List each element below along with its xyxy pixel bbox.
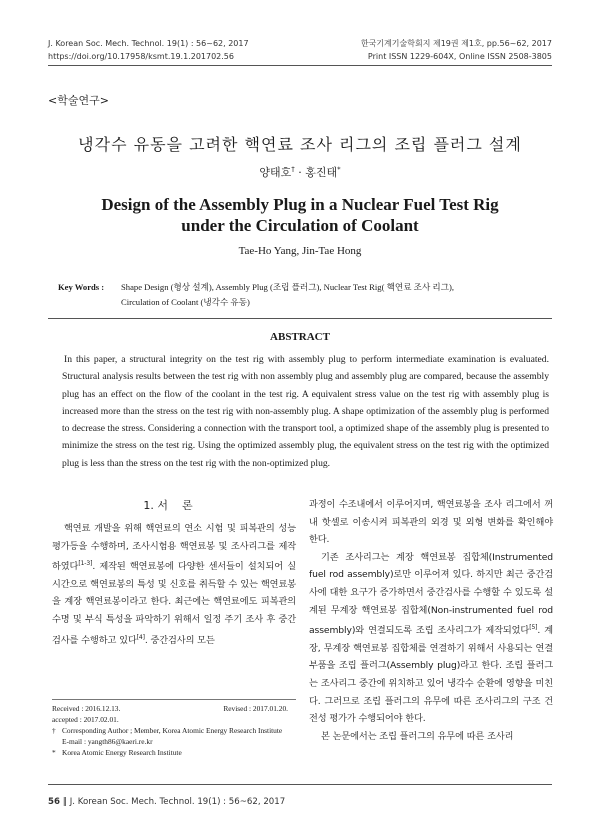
revised-date: Revised : 2017.01.20. bbox=[223, 704, 288, 713]
corresponding-mark: † bbox=[52, 726, 56, 735]
authors-korean bbox=[0, 164, 600, 180]
section-heading: 1. 서 론 bbox=[143, 499, 193, 512]
author-separator: · bbox=[294, 166, 306, 179]
keywords-label: Key Words : bbox=[58, 282, 105, 292]
page-footer bbox=[48, 797, 285, 807]
title-english-line-2: under the Circulation of Coolant bbox=[181, 216, 419, 235]
keywords-line-1: Shape Design (형상 설계), Assembly Plug (조립 플러그), Nuclear Test Rig( 핵연료 조사 리그), bbox=[121, 282, 455, 292]
received-date: Received : 2016.12.13. bbox=[52, 704, 121, 713]
accepted-date: accepted : 2017.02.01. bbox=[52, 715, 119, 724]
right-column-text bbox=[309, 496, 553, 745]
title-korean: 냉각수 유동을 고려한 핵연료 조사 리그의 조립 플러그 설계 bbox=[78, 135, 522, 154]
left-column-text bbox=[52, 520, 296, 649]
journal-citation-right: 한국기계기술학회지 제19권 제1호, pp.56~62, 2017 bbox=[360, 39, 552, 48]
footnote-rule bbox=[52, 699, 296, 700]
email-line[interactable]: E-mail : yangth86@kaeri.re.kr bbox=[62, 737, 153, 746]
intro-text-c: . 중간검사의 모든 bbox=[144, 634, 215, 646]
intro-text-e: . 계장, 무계장 핵연료봉 집합체를 연결하기 위해서 사용되는 연결 부품을 조립 플러그(Assembly plug)라고 한다. 조립 플러그는 조사리그 중간에 위치하고 있어 냉각수 순환에 영향을 미친다. 그러므로 조립 플러그의 유무에 따른 조사리그의 구조 건전성 평가가 수행되어야 한다. bbox=[309, 625, 554, 725]
article-category: <학술연구> bbox=[48, 94, 109, 107]
corresponding-note bbox=[52, 725, 296, 736]
journal-citation-left: J. Korean Soc. Mech. Technol. 19(1) : 56~62, 2017 bbox=[48, 39, 249, 48]
affiliation-note bbox=[52, 747, 296, 758]
authors-english: Tae-Ho Yang, Jin-Tae Hong bbox=[238, 245, 362, 257]
intro-paragraph-1 bbox=[52, 520, 296, 649]
intro-paragraph-cont: 과정이 수조내에서 이루어지며, 핵연료봉을 조사 리그에서 꺼내 핫셀로 이송시켜 피복관의 외경 및 외형 변화를 확인해야 한다. bbox=[309, 499, 553, 546]
citation-ref: [4] bbox=[136, 633, 145, 641]
intro-paragraph-2 bbox=[309, 549, 553, 728]
keywords-line-2: Circulation of Coolant (냉각수 유동) bbox=[121, 297, 250, 307]
doi-link[interactable]: https://doi.org/10.17958/ksmt.19.1.201702.56 bbox=[48, 52, 234, 61]
footnotes bbox=[52, 703, 296, 758]
intro-text-d: 기존 조사리그는 계장 핵연료봉 집합체(Instrumented fuel rod assembly)로만 이루어져 있다. 하지만 최근 중간검사에 대한 요구가 증가하면서 중간검사를 수행할 수 있도록 설계된 무계장 핵연료봉 집합체(Non-instrumented fuel rod assembly)와 연결되도록 조립 조사리그가 제작되었다 bbox=[309, 551, 553, 637]
citation-ref: [1-3] bbox=[78, 560, 93, 568]
title-english-line-1: Design of the Assembly Plug in a Nuclear Fuel Test Rig bbox=[101, 195, 499, 214]
footer-rule bbox=[48, 784, 552, 785]
corresponding-text: Corresponding Author ; Member, Korea Atomic Energy Research Institute bbox=[62, 726, 283, 735]
intro-text-a: 핵연료 개발을 위해 핵연료의 연소 시험 및 피복관의 성능 평가등을 수행하며, 조사시험용 핵연료봉 및 조사리그를 제작하였다 bbox=[52, 523, 296, 573]
page-number: 56 bbox=[48, 797, 60, 807]
dates-line bbox=[52, 703, 296, 714]
keywords-list bbox=[121, 280, 551, 310]
affiliation-text: Korea Atomic Energy Research Institute bbox=[62, 748, 182, 757]
footer-journal: J. Korean Soc. Mech. Technol. 19(1) : 56~62, 2017 bbox=[69, 797, 286, 807]
abstract-text: In this paper, a structural integrity on the test rig with assembly plug to perform intermediate examination is evaluated. Structural analysis results between the test rig with non assembly plug and assembly plug are compared, because the assembly plug has an effect on the flow of the coolant in the test rig. A equivalent stress value on the test rig with assembly plug is increased more than the stress on the test rig with non-assembly plug. A shape optimization of the assembly plug is performed to decrease the stress. Considering a connection with the transport tool, a optimized shape of the assembly plug is presented to minimize the stress on the test rig. Using the optimized assembly plug, the equivalent stress on the test rig with the optimized plug is less than the stress on the test rig with the non-optimized plug. bbox=[62, 354, 549, 469]
affiliation-mark: * bbox=[337, 165, 341, 174]
header-rule bbox=[48, 65, 552, 66]
citation-ref: [5] bbox=[529, 624, 538, 632]
intro-text-b: . 제작된 핵연료봉에 다양한 센서들이 설치되어 실시간으로 핵연료봉의 특성 및 신호를 취득할 수 있는 핵연료봉을 계장 핵연료봉이라고 한다. 최근에는 핵연료에도 피복관의 수명 및 부식 특성을 파악하기 위해서 일정 주기 조사 후 중간검사를 수행하고 있다 bbox=[52, 561, 296, 646]
intro-paragraph-3: 본 논문에서는 조립 플러그의 유무에 따른 조사리 bbox=[321, 730, 514, 742]
title-english bbox=[0, 194, 600, 236]
abstract-heading: ABSTRACT bbox=[270, 331, 330, 343]
footer-separator: ‖ bbox=[62, 797, 67, 807]
issn-info: Print ISSN 1229-604X, Online ISSN 2508-3805 bbox=[367, 52, 552, 61]
author-1: 양태호 bbox=[259, 166, 292, 179]
keywords-rule bbox=[48, 318, 552, 319]
affiliation-mark: * bbox=[52, 748, 56, 757]
corresponding-mark: † bbox=[291, 165, 295, 174]
author-2: 홍진태 bbox=[305, 166, 338, 179]
